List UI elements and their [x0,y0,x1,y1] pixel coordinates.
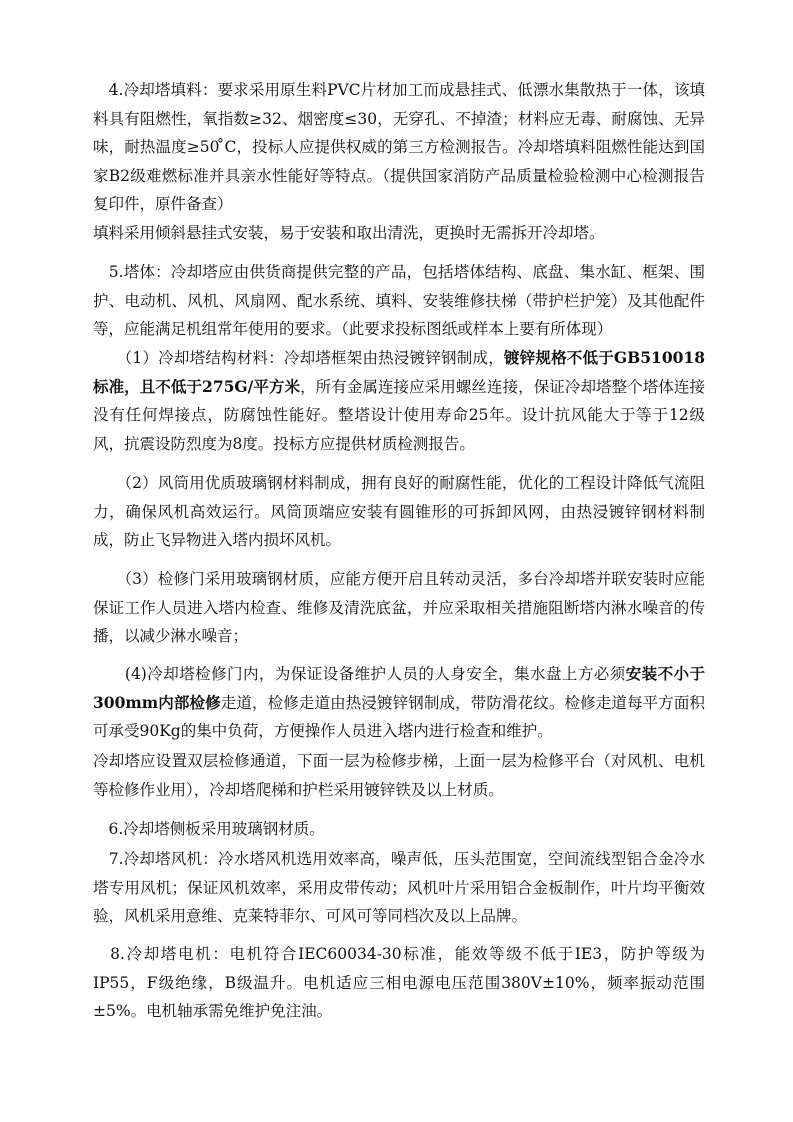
bold-galvanizing-spec: 镀锌规格不低于GB510018标准，且不低于275G/平方米 [93,348,705,396]
paragraph-cooling-tower-filler: 4.冷却塔填料：要求采用原生料PVC片材加工而成悬挂式、低漂水集散热于一体，该填料具有阻燃性，氧指数≥32、烟密度≤30，无穿孔、不掉渣；材料应无毒、耐腐蚀、无异味，耐热温度≥50 ̊C，投标人应提供权威的第三方检测报告。冷却塔填料阻燃性能达到国家B2级难燃标准并具亲水性能好等特点。（提供国家消防产品质量检验检测中心检测报告复印件，原件备查） [93,81,705,213]
paragraph-access-door: （3）检修门采用玻璃钢材质，应能方便开启且转动灵活，多台冷却塔并联安装时应能保证工作人员进入塔内检查、维修及清洗底盆，并应采取相关措施阻断塔内淋水噪音的传播，以减少淋水噪音； [93,570,705,645]
paragraph-fan: 7.冷却塔风机：冷水塔风机选用效率高，噪声低，压头范围宽，空间流线型铝合金冷水塔专用风机；保证风机效率，采用皮带传动；风机叶片采用铝合金板制作，叶片均平衡效验，风机采用意维、克莱特菲尔、可风可等同档次及以上品牌。 [93,850,705,925]
paragraph-tower-body: 5.塔体：冷却塔应由供货商提供完整的产品，包括塔体结构、底盘、集水缸、框架、围护、电动机、风机、风扇网、配水系统、填料、安装维修扶梯（带护栏护笼）及其他配件等，应能满足机组常年使用的要求。（此要求投标图纸或样本上要有所体现） [93,263,705,338]
paragraph-fan-duct: （2）风筒用优质玻璃钢材料制成，拥有良好的耐腐性能，优化的工程设计降低气流阻力，确保风机高效运行。风筒顶端应安装有圆锥形的可拆卸风网，由热浸镀锌钢材料制成，防止飞异物进入塔内损坏风机。 [93,474,705,549]
paragraph-inspection-walkway: (4)冷却塔检修门内，为保证设备维护人员的人身安全，集水盘上方必须安装不小于300mm内部检修走道，检修走道由热浸镀锌钢制成，带防滑花纹。检修走道每平方面积可承受90Kg的集中负荷，方便操作人员进入塔内进行检查和维护。 [93,664,705,740]
paragraph-motor: 8.冷却塔电机：电机符合IEC60034-30标准，能效等级不低于IE3，防护等级为IP55，F级绝缘，B级温升。电机适应三相电源电压范围380V±10%，频率振动范围±5%。电机轴承需免维护免注油。 [93,945,705,1020]
paragraph-double-inspection-channel: 冷却塔应设置双层检修通道，下面一层为检修步梯，上面一层为检修平台（对风机、电机等检修作业用），冷却塔爬梯和护栏采用镀锌铁及以上材质。 [93,752,705,799]
paragraph-structure-material: （1）冷却塔结构材料：冷却塔框架由热浸镀锌钢制成，镀锌规格不低于GB510018标准，且不低于275G/平方米，所有金属连接应采用螺丝连接，保证冷却塔整个塔体连接没有任何焊接点，防腐蚀性能好。整塔设计使用寿命25年。设计抗风能大于等于12级风，抗震设防烈度为8度。投标方应提供材质检测报告。 [93,348,705,453]
bold-walkway-spec: 安装不小于300mm内部检修 [93,664,705,712]
paragraph-filler-installation: 填料采用倾斜悬挂式安装，易于安装和取出清洗，更换时无需拆开冷却塔。 [93,224,605,242]
paragraph-side-panel: 6.冷却塔侧板采用玻璃钢材质。 [93,820,325,838]
